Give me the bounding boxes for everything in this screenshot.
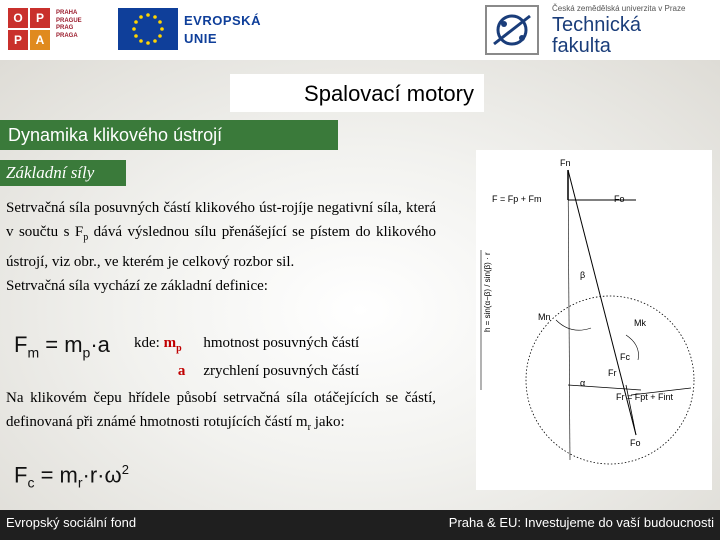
praha-line: PRAGA	[56, 32, 78, 39]
definitions-list	[134, 332, 359, 382]
label-fo-bottom: Fo	[630, 438, 641, 448]
paragraph-text: Na klikovém čepu hřídele působí setrvačná síla otáčejících se částí, definovaná při známé hmotnosti rotujících částí m	[6, 390, 436, 430]
formula-part: m	[59, 462, 78, 488]
formula-sub: m	[27, 344, 40, 361]
praha-text	[56, 10, 82, 40]
label-beta: β	[580, 270, 586, 280]
definition-symbol: a	[177, 363, 186, 379]
opp-letter: P	[30, 8, 50, 28]
opp-letter: O	[8, 8, 28, 28]
label-fr-eq: Fr = Fpt + Fint	[616, 392, 674, 402]
faculty-name-line: Technická	[552, 14, 641, 36]
slide-title: Spalovací motory	[230, 74, 484, 112]
praha-line: PRAGUE	[56, 17, 82, 24]
formula-sub: r	[77, 474, 83, 491]
force-diagram	[476, 150, 712, 490]
definitions-label: kde:	[134, 335, 160, 351]
formula-fc	[14, 462, 129, 491]
header-bar	[0, 0, 720, 60]
formula-sup: 2	[121, 462, 129, 477]
label-mn: Mn	[538, 312, 551, 322]
label-fo-top: Fo	[614, 194, 625, 204]
paragraph-text: jako:	[310, 414, 345, 430]
opp-letter: A	[30, 30, 50, 50]
subscript: p	[83, 232, 89, 243]
university-name: Česká zemědělská univerzita v Praze	[552, 4, 686, 13]
slide-subtitle: Dynamika klikového ústrojí	[0, 120, 338, 150]
definition-text: zrychlení posuvných částí	[203, 363, 360, 379]
eu-text	[184, 12, 261, 48]
force-arrow	[568, 385, 641, 390]
formula-part: F	[14, 332, 28, 357]
label-fr: Fr	[608, 368, 617, 378]
paragraph-rotating-force	[6, 386, 436, 440]
definition-symbol: $m_p$	[163, 335, 182, 354]
formula-part: =	[39, 332, 65, 357]
subscript: r	[307, 422, 311, 433]
label-fc: Fc	[620, 352, 630, 362]
paragraph-text: Setrvačná síla posuvných částí klikového úst-rojíje negativní síla, která v součtu s F	[6, 200, 436, 240]
formula-part: m	[64, 332, 83, 357]
formula-part: ·r·ω	[82, 462, 122, 488]
cylinder-axis	[568, 170, 570, 460]
paragraph-text: Setrvačná síla vychází ze základní definice:	[6, 278, 268, 294]
label-f-eq: F = Fp + Fm	[492, 194, 542, 204]
eu-text-line: UNIE	[184, 31, 218, 46]
opp-logo	[8, 8, 52, 52]
eu-text-line: EVROPSKÁ	[184, 13, 261, 28]
formula-fm	[14, 332, 110, 360]
footer-right-text: Praha & EU: Investujeme do vaší budoucnosti	[448, 515, 714, 530]
label-fn: Fn	[560, 158, 571, 168]
eu-flag-icon	[118, 8, 178, 50]
crank-circle	[526, 296, 694, 464]
faculty-name-line: fakulta	[552, 35, 611, 57]
label-mk: Mk	[634, 318, 646, 328]
formula-part: =	[34, 462, 60, 488]
praha-line: PRAG	[56, 25, 74, 31]
formula-part: F	[14, 462, 28, 488]
praha-line: PRAHA	[56, 10, 78, 16]
label-alpha: α	[580, 378, 586, 388]
definition-text: hmotnost posuvných částí	[203, 335, 360, 351]
section-heading: Základní síly	[0, 160, 126, 186]
faculty-logo-icon	[484, 4, 540, 56]
formula-part: ·a	[90, 332, 110, 357]
paragraph-text: dává výslednou sílu přenášející se pístem do klikového ústrojí, viz obr., ve kterém je celkový rozbor sil.	[6, 224, 436, 270]
opp-letter: P	[8, 30, 28, 50]
faculty-name	[552, 15, 641, 57]
formula-sub: c	[27, 474, 35, 491]
footer-left-text: Evropský sociální fond	[6, 515, 137, 530]
label-h-eq: h = sin(α−β) / sin(β) · r	[483, 252, 492, 332]
paragraph-inertia-force	[6, 196, 436, 298]
moment-arc	[556, 320, 591, 330]
formula-sub: p	[82, 344, 91, 361]
